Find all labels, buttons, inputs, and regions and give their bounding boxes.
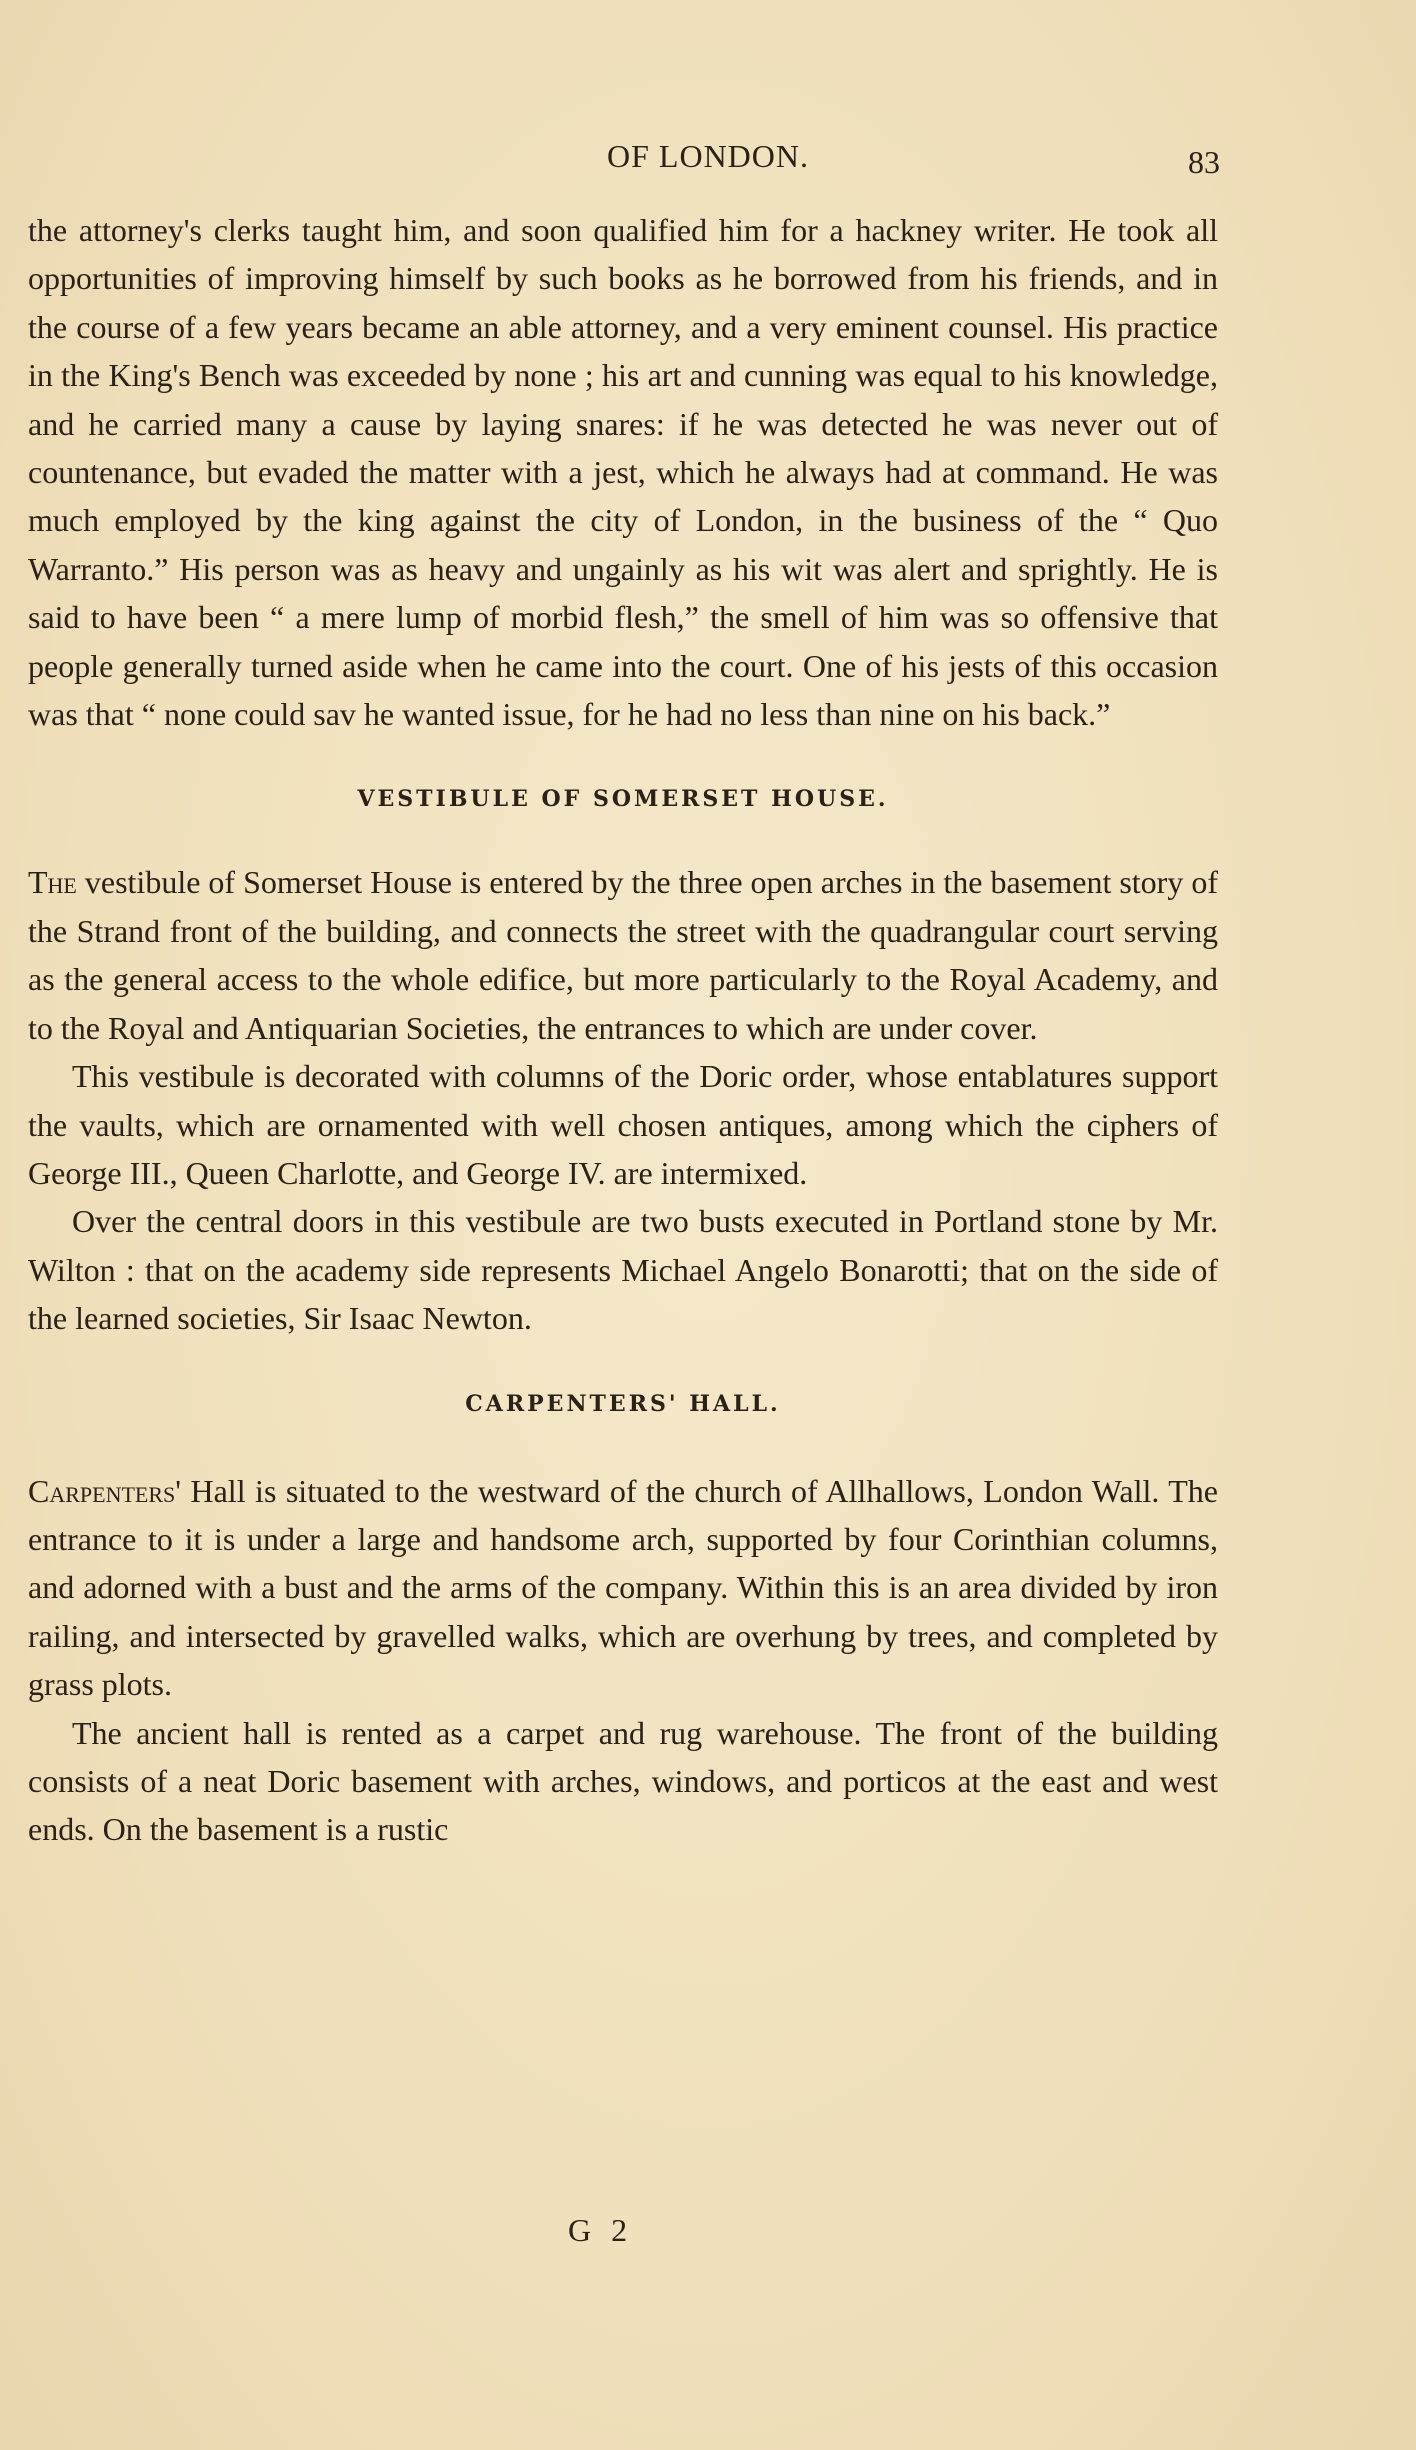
paragraph-carpenters-1 — [28, 1467, 1218, 1709]
page-number: 83 — [1188, 144, 1220, 180]
paragraph-somerset-3: Over the central doors in this vestibule are two busts executed in Portland stone by Mr. Wilton : that on the academy side represents Michael Angelo Bonarotti; that on the side of the learned societies, Sir Isaac Newton. — [28, 1203, 1218, 1337]
signature-mark: G 2 — [568, 2212, 634, 2248]
running-head: OF LONDON. — [607, 138, 809, 174]
paragraph-somerset-2: This vestibule is decorated with columns of the Doric order, whose entablatures support the vaults, which are ornamented with well chosen antiques, among which the ciphers of George III., Queen Charlotte, and George IV. are intermixed. — [28, 1058, 1218, 1191]
page-header — [0, 138, 1416, 188]
paragraph-continued: the attorney's clerks taught him, and soon qualified him for a hackney writer. He took all opportunities of improving himself by such books as he borrowed from his friends, and in the course of a few years became an able attorney, and a very eminent counsel. His practice in the King's Bench was exceeded by none ; his art and cunning was equal to his knowledge, and he carried many a cause by laying snares: if he was detected he was never out of countenance, but evaded the matter with a jest, which he always had at command. He was much employed by the king against the city of London, in the business of the “ Quo Warranto.” His person was as heavy and ungainly as his wit was alert and sprightly. He is said to have been “ a mere lump of morbid flesh,” the smell of him was so offensive that people generally turned aside when he came into the court. One of his jests of this occasion was that “ none could sav he wanted issue, for he had no less than nine on his back.” — [28, 212, 1218, 733]
section-heading-carpenters-hall: CARPENTERS' HALL. — [465, 1390, 781, 1417]
lead-word: The — [28, 864, 77, 901]
paragraph-text: vestibule of Somerset House is entered by the three open arches in the basement story of the Strand front of the building, and connects the street with the quadrangular court serving as the general access to the whole edifice, but more particularly to the Royal Academy, and to the Royal and Antiquarian Societies, the entrances to which are under cover. — [28, 864, 1218, 1046]
paragraph-carpenters-2: The ancient hall is rented as a carpet and rug warehouse. The front of the building consists of a neat Doric basement with arches, windows, and porticos at the east and west ends. On the basement is a rustic — [28, 1714, 1218, 1848]
lead-word: Carpenters' — [28, 1472, 182, 1509]
section-heading-somerset-house: VESTIBULE OF SOMERSET HOUSE. — [357, 786, 889, 813]
paragraph-somerset-1 — [28, 858, 1218, 1052]
paragraph-text: Hall is situated to the westward of the church of Allhallows, London Wall. The entrance to it is under a large and handsome arch, supported by four Corinthian columns, and adorned with a bust and the arms of the company. Within this is an area divided by iron railing, and intersected by gravelled walks, which are overhung by trees, and completed by grass plots. — [28, 1472, 1218, 1703]
body-text — [28, 206, 1218, 1854]
